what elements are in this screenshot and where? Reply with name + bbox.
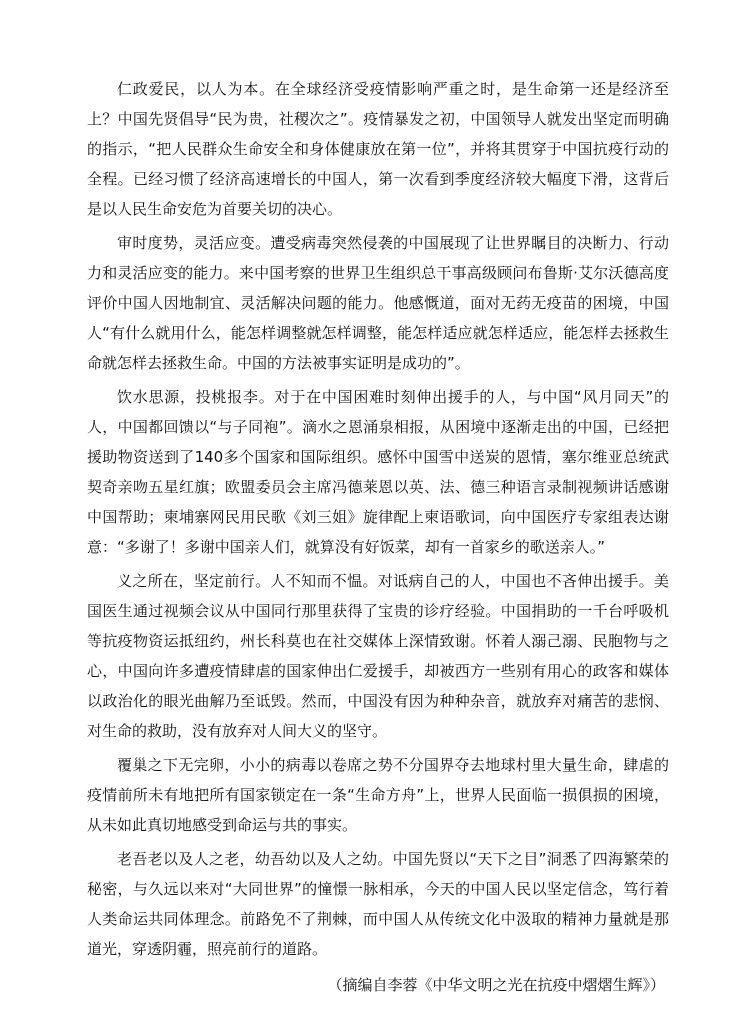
paragraph-2: 审时度势，灵活应变。遭受病毒突然侵袭的中国展现了让世界瞩目的决断力、行动力和灵活应变的能力。来中国考察的世界卫生组织总干事高级顾问布鲁斯·艾尔沃德高度评价中国人因地制宜、灵活解决问题的能力。他感慨道，面对无药无疫苗的困境，中国人“有什么就用什么，能怎样调整就怎样调整，能怎样适应就怎样适应，能怎样去拯救生命就怎样去拯救生命。中国的方法被事实证明是成功的”。 — [87, 234, 669, 372]
article — [87, 74, 669, 1000]
paragraph-3: 饮水思源，投桃报李。对于在中国困难时刻伸出援手的人，与中国“风月同天”的人，中国都回馈以“与子同袍”。滴水之恩涌泉相报，从困境中逐渐走出的中国，已经把援助物资送到了140多个国家和国际组织。感怀中国雪中送炭的恩情，塞尔维亚总统武契奇亲吻五星红旗；欧盟委员会主席冯德莱恩以英、法、德三种语言录制视频讲话感谢中国帮助；柬埔寨网民用民歌《刘三姐》旋律配上柬语歌词，向中国医疗专家组表达谢意：“多谢了！多谢中国亲人们，就算没有好饭菜，却有一首家乡的歌送亲人。” — [87, 388, 669, 556]
paragraph-4: 义之所在，坚定前行。人不知而不愠。对诋病自己的人，中国也不吝伸出援手。美国医生通过视频会议从中国同行那里获得了宝贵的诊疗经验。中国捐助的一千台呼吸机等抗疫物资运抵纽约，州长科莫也在社交媒体上深情致谢。怀着人溺己溺、民胞物与之心，中国向许多遭疫情肆虐的国家伸出仁爱援手，却被西方一些别有用心的政客和媒体以政治化的眼光曲解乃至诋毁。然而，中国没有因为种种杂音，就放弃对痛苦的悲悯、对生命的救助，没有放弃对人间大义的坚守。 — [87, 572, 669, 740]
source-citation: （摘编自李蓉《中华文明之光在抗疫中熠熠生辉》） — [327, 976, 665, 994]
paragraph-6: 老吾老以及人之老，幼吾幼以及人之幼。中国先贤以“天下之目”洞悉了四海繁荣的秘密，与久远以来对“大同世界”的憧憬一脉相承，今天的中国人民以坚定信念，笃行着人类命运共同体理念。前路免不了荆棘，而中国人从传统文化中汲取的精神力量就是那道光，穿透阴霾，照亮前行的道路。 — [87, 850, 669, 958]
paragraph-1: 仁政爱民，以人为本。在全球经济受疫情影响严重之时，是生命第一还是经济至上？中国先贤倡导“民为贵，社稷次之”。疫情暴发之初，中国领导人就发出坚定而明确的指示，“把人民群众生命安全和身体健康放在第一位”，并将其贯穿于中国抗疫行动的全程。已经习惯了经济高速增长的中国人，第一次看到季度经济较大幅度下滑，这背后是以人民生命安危为首要关切的决心。 — [87, 80, 669, 218]
paragraph-5: 覆巢之下无完卵，小小的病毒以卷席之势不分国界夺去地球村里大量生命，肆虐的疫情前所未有地把所有国家锁定在一条“生命方舟”上，世界人民面临一损俱损的困境，从未如此真切地感受到命运与共的事实。 — [87, 756, 669, 834]
